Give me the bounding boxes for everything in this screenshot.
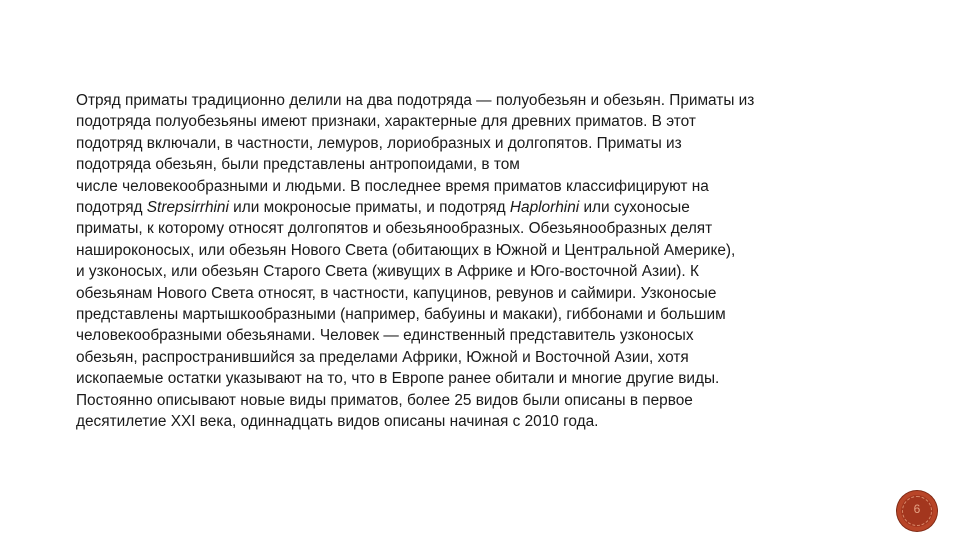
text-line: числе человекообразными и людьми. В последнее время приматов классифицируют на (76, 177, 709, 195)
page-number-badge (897, 491, 937, 531)
text-line: нашироконосых, или обезьян Нового Света (обитающих в Южной и Центральной Америке), (76, 241, 736, 259)
text-line: ископаемые остатки указывают на то, что в Европе ранее обитали и многие другие виды. (76, 370, 720, 388)
text-line: подотряд включали, в частности, лемуров, лориобразных и долгопятов. Приматы из (76, 134, 682, 152)
text-line: подотряда обезьян, были представлены антропоидами, в том (76, 156, 520, 174)
text-line: подотряда полуобезьяны имеют признаки, характерные для древних приматов. В этот (76, 113, 696, 131)
text-line: представлены мартышкообразными (например, бабуины и макаки), гиббонами и большим (76, 306, 726, 324)
text-line: Отряд приматы традиционно делили на два подотряда — полуобезьян и обезьян. Приматы из (76, 92, 755, 109)
text-line: человекообразными обезьянами. Человек — единственный представитель узконосых (76, 327, 694, 345)
text-segment: или мокроносые приматы, и подотряд (228, 199, 510, 217)
taxon-name-strepsirrhini: Strepsirrhini (146, 199, 229, 217)
text-line: обезьян, распространившийся за пределами Африки, Южной и Восточной Азии, хотя (76, 348, 689, 366)
text-segment: или сухоносые (579, 199, 690, 217)
text-line: обезьянам Нового Света относят, в частности, капуцинов, ревунов и саймири. Узконосые (76, 284, 717, 302)
text-line: Постоянно описывают новые виды приматов, более 25 видов были описаны в первое (76, 391, 693, 409)
slide-body-text (76, 90, 876, 433)
taxon-name-haplorhini: Haplorhini (509, 199, 580, 217)
text-line-with-taxa (76, 197, 876, 218)
text-line: десятилетие XXI века, одиннадцать видов описаны начиная с 2010 года. (76, 413, 599, 431)
text-segment: подотряд (76, 199, 147, 217)
text-line: и узконосых, или обезьян Старого Света (живущих в Африке и Юго-восточной Азии). К (76, 263, 699, 281)
text-line: приматы, к которому относят долгопятов и обезьянообразных. Обезьянообразных делят (76, 220, 713, 238)
page-number: 6 (913, 502, 921, 516)
